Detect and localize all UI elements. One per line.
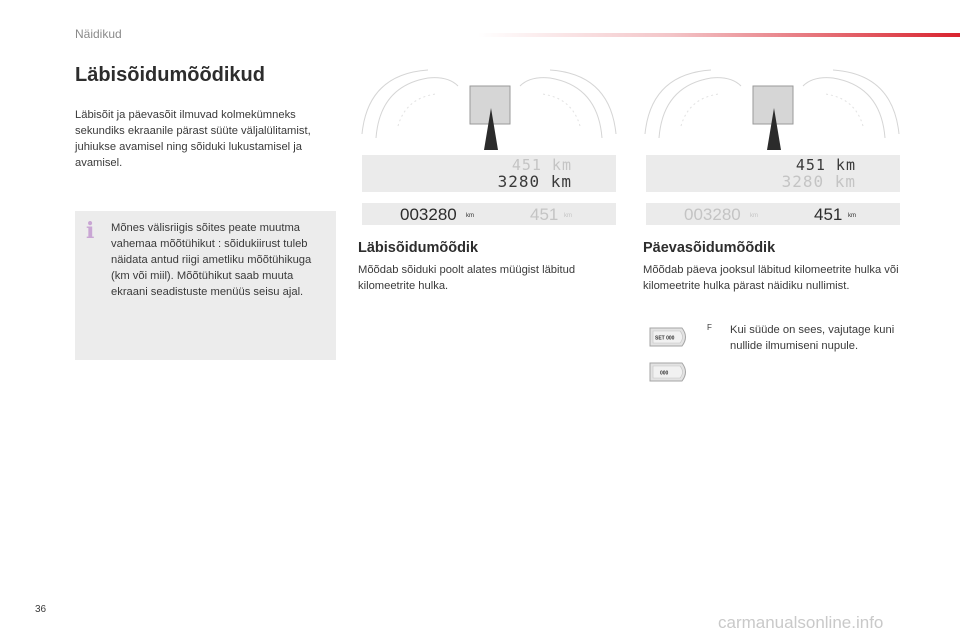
lcd-odometer-value: 3280 km	[497, 172, 572, 191]
odometer-title: Läbisõidumõõdik	[358, 240, 479, 256]
strip-trip-value: 451	[814, 205, 843, 224]
info-box-text: Mõnes välisriigis sõites peate muutma vahemaa mõõtühikut : sõidukiirust tuleb näidata antud riigi ametliku mõõtühikuga (km või miil). Mõõtühikut saab muuta ekraani seadistuste menüüs seisu ajal.	[111, 222, 312, 298]
set-reset-button-illustration	[648, 325, 690, 349]
instruction-bullet: F	[707, 323, 712, 332]
header-rule	[478, 33, 960, 37]
watermark: carmanualsonline.info	[718, 613, 884, 632]
trip-lcd-display	[646, 155, 900, 192]
strip-odometer-value: 003280	[684, 205, 741, 224]
lcd-trip-value: 451 km	[795, 156, 856, 174]
odometer-lcd-display	[362, 155, 616, 192]
info-icon: i	[86, 218, 95, 244]
instrument-cluster-illustration-trip	[641, 64, 903, 154]
lcd-odometer-value: 3280 km	[781, 172, 856, 191]
reset-button-illustration	[648, 360, 690, 384]
strip-trip-unit: km	[848, 213, 856, 219]
instrument-cluster-illustration	[358, 64, 620, 154]
strip-trip-unit: km	[564, 213, 572, 219]
strip-odometer-unit: km	[466, 213, 474, 219]
intro-paragraph: Läbisõit ja päevasõit ilmuvad kolmekümneks sekundiks ekraanile pärast süüte väljalülitamist, juhiukse avamisel ning sõiduki lukustamisel ja avamisel.	[75, 109, 311, 169]
strip-trip-value: 451	[530, 205, 559, 224]
page-title: Läbisõidumõõdikud	[75, 64, 265, 86]
strip-odometer-value: 003280	[400, 205, 457, 224]
trip-title: Päevasõidumõõdik	[643, 240, 776, 256]
odometer-description: Mõõdab sõiduki poolt alates müügist läbitud kilomeetrite hulka.	[358, 264, 576, 292]
lcd-trip-value: 451 km	[511, 156, 572, 174]
reset-button-label: 000	[660, 370, 669, 377]
strip-odometer-unit: km	[750, 213, 758, 219]
trip-strip-display	[646, 203, 900, 225]
reset-instruction: Kui süüde on sees, vajutage kuni nullide ilmumiseni nupule.	[730, 324, 895, 352]
page-number: 36	[35, 604, 47, 615]
section-label: Näidikud	[75, 27, 122, 41]
trip-description: Mõõdab päeva jooksul läbitud kilomeetrite hulka või kilomeetrite hulka pärast näidiku nullimist.	[643, 264, 899, 292]
set-button-label: SET 000	[655, 335, 675, 342]
odometer-strip-display	[362, 203, 616, 225]
